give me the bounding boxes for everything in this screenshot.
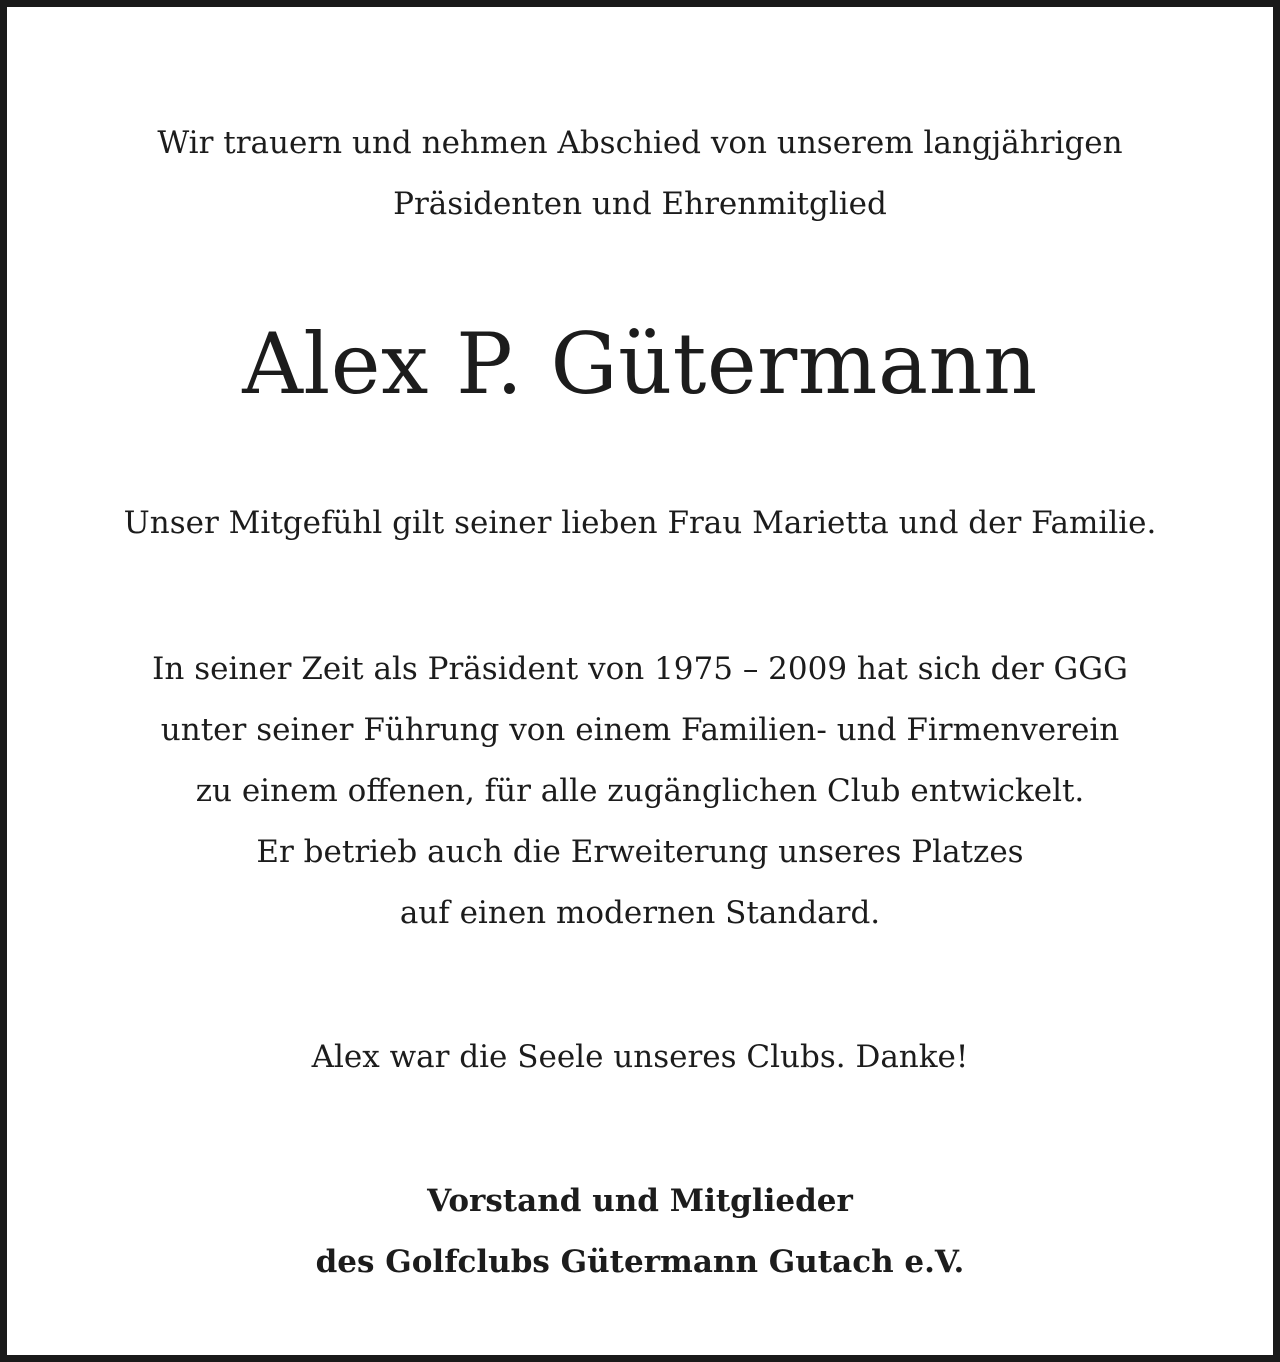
biography-line: unter seiner Führung von einem Familien- und Firmenverein xyxy=(160,712,1120,748)
biography-line: zu einem offenen, für alle zugänglichen Club entwickelt. xyxy=(195,773,1085,809)
biography-text xyxy=(7,639,1273,944)
signature xyxy=(7,1171,1273,1293)
intro-line: Wir trauern und nehmen Abschied von unserem langjährigen xyxy=(157,125,1123,161)
signature-line: Vorstand und Mitglieder xyxy=(427,1183,853,1219)
intro-line: Präsidenten und Ehrenmitglied xyxy=(393,186,887,222)
biography-line: In seiner Zeit als Präsident von 1975 – 2009 hat sich der GGG xyxy=(152,651,1128,687)
biography-line: Er betrieb auch die Erweiterung unseres Platzes xyxy=(256,834,1024,870)
signature-line: des Golfclubs Gütermann Gutach e.V. xyxy=(315,1244,965,1280)
intro-text xyxy=(7,113,1273,235)
thanks-text: Alex war die Seele unseres Clubs. Danke! xyxy=(311,1039,969,1075)
sympathy-text: Unser Mitgefühl gilt seiner lieben Frau Marietta und der Familie. xyxy=(123,505,1157,541)
biography-line: auf einen modernen Standard. xyxy=(399,895,881,931)
deceased-name: Alex P. Gütermann xyxy=(242,315,1038,413)
